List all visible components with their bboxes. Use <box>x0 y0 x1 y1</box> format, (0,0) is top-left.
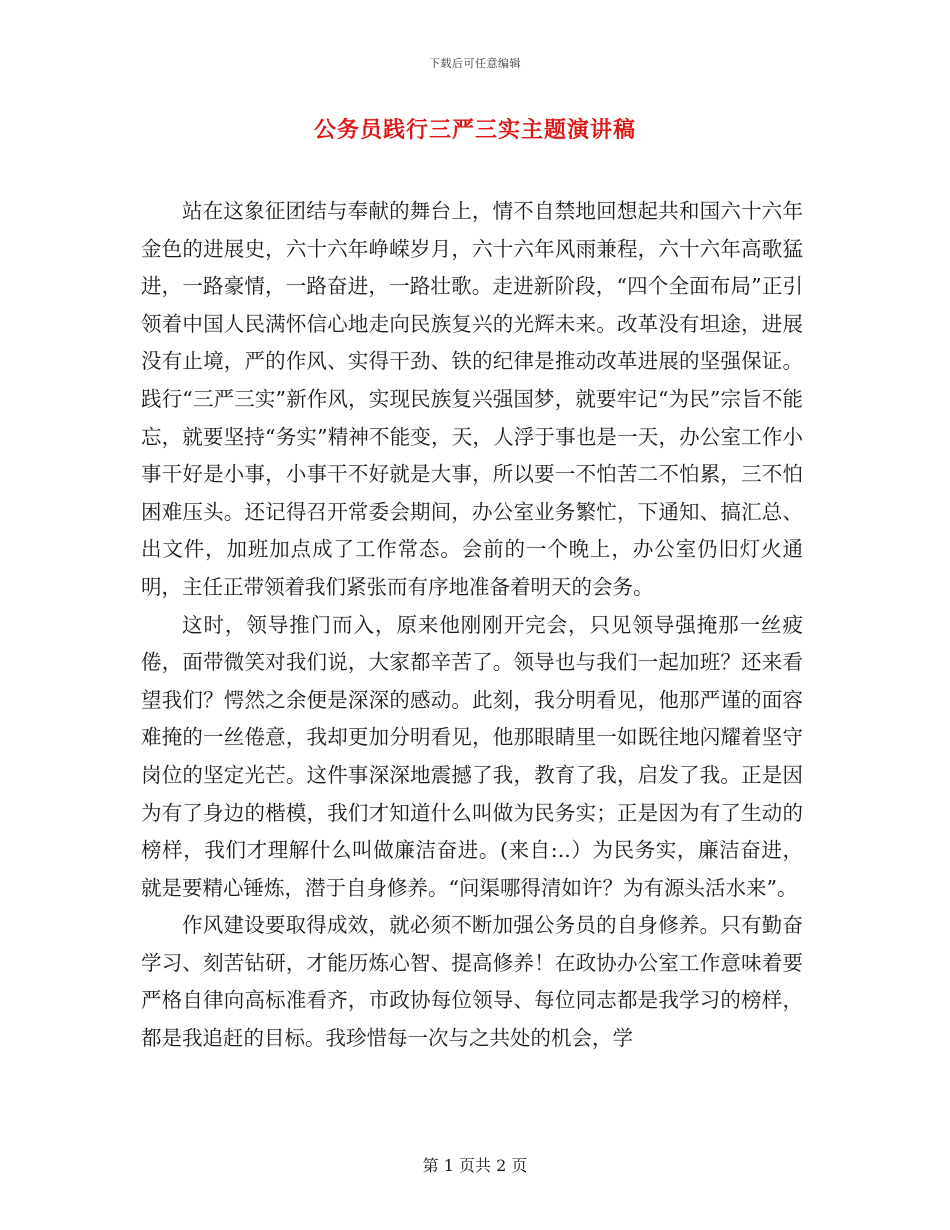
paragraph-3: 作风建设要取得成效，就必须不断加强公务员的自身修养。只有勤奋学习、刻苦钻研，才能历炼心智、提高修养！在政协办公室工作意味着要严格自律向高标准看齐，市政协每位领导、每位同志都是我学习的榜样，都是我追赶的目标。我珍惜每一次与之共处的机会，学 <box>141 913 803 1051</box>
paragraph-2: 这时，领导推门而入，原来他刚刚开完会，只见领导强掩那一丝疲倦，面带微笑对我们说，大家都辛苦了。领导也与我们一起加班？还来看望我们？愕然之余便是深深的感动。此刻，我分明看见，他那严谨的面容难掩的一丝倦意，我却更加分明看见，他那眼睛里一如既往地闪耀着坚守岗位的坚定光芒。这件事深深地震撼了我，教育了我，启发了我。正是因为有了身边的楷模，我们才知道什么叫做为民务实；正是因为有了生动的榜样，我们才理解什么叫做廉洁奋进。(来自:..）为民务实，廉洁奋进，就是要精心锤炼，潜于自身修养。“问渠哪得清如许？为有源头活水来”。 <box>141 612 803 900</box>
page-number: 第 1 页共 2 页 <box>422 1156 528 1175</box>
header-note: 下载后可任意编辑 <box>429 57 521 70</box>
document-title: 公务员践行三严三实主题演讲稿 <box>313 117 636 143</box>
paragraph-1: 站在这象征团结与奉献的舞台上，情不自禁地回想起共和国六十六年金色的进展史，六十六年峥嵘岁月，六十六年风雨兼程，六十六年高歌猛进，一路豪情，一路奋进，一路壮歌。走进新阶段，“四个全面布局”正引领着中国人民满怀信心地走向民族复兴的光辉未来。改革没有坦途，进展没有止境，严的作风、实得干劲、铁的纪律是推动改革进展的坚强保证。践行“三严三实”新作风，实现民族复兴强国梦，就要牢记“为民”宗旨不能忘，就要坚持“务实”精神不能变，天，人浮于事也是一天，办公室工作小事干好是小事，小事干不好就是大事，所以要一不怕苦二不怕累，三不怕困难压头。还记得召开常委会期间，办公室业务繁忙，下通知、搞汇总、出文件，加班加点成了工作常态。会前的一个晚上，办公室仍旧灯火通明，主任正带领着我们紧张而有序地准备着明天的会务。 <box>141 199 803 599</box>
document-body <box>141 193 803 1058</box>
